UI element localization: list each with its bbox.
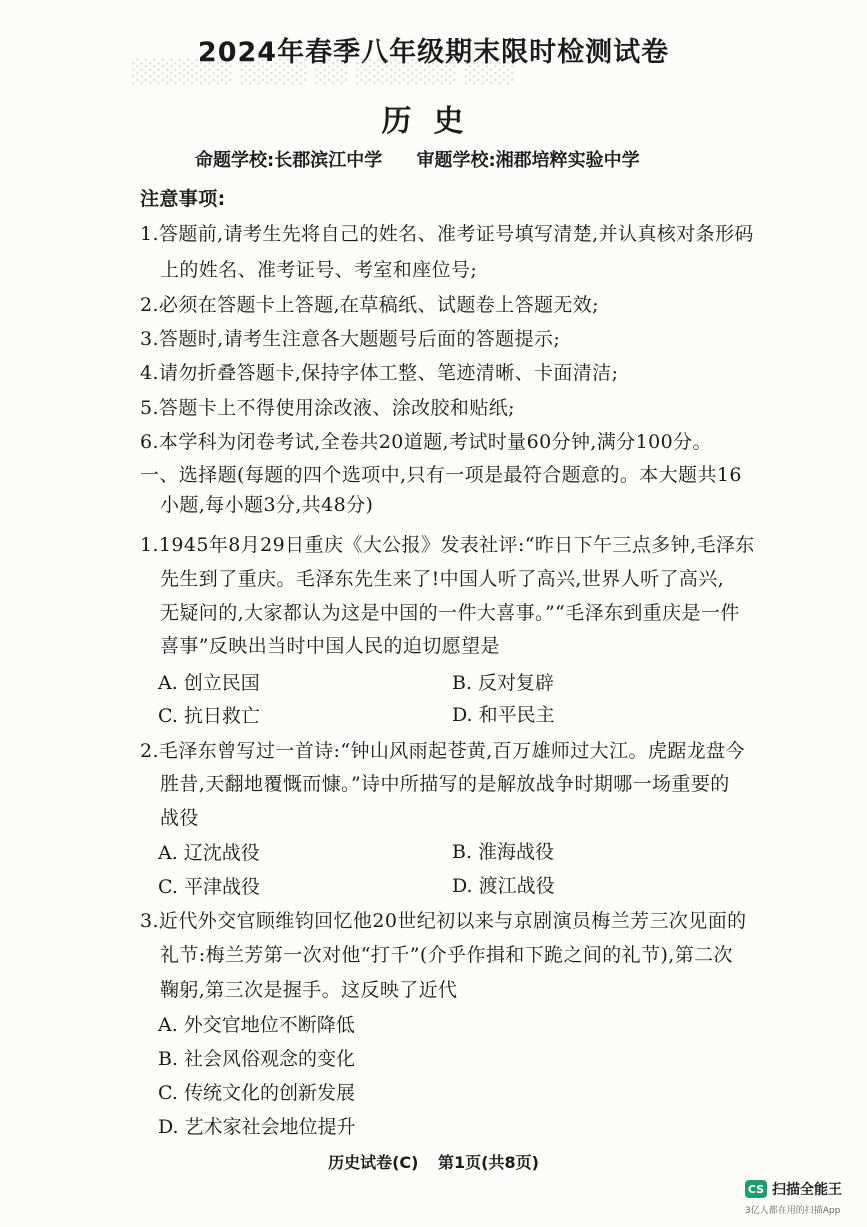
notice-item-4: 4.请勿折叠答题卡,保持字体工整、笔迹清晰、卡面清洁; — [140, 362, 619, 384]
exam-title: 2024年春季八年级期末限时检测试卷 — [197, 37, 670, 68]
question-2-stem: 2.毛泽东曾写过一首诗:“钟山风雨起苍黄,百万雄师过大江。虎踞龙盘今 — [140, 740, 745, 762]
question-3-stem: 3.近代外交官顾维钧回忆他20世纪初以来与京剧演员梅兰芳三次见面的 — [140, 910, 747, 932]
scanner-brand-name: 扫描全能王 — [772, 1182, 842, 1198]
question-3-option-d: D. 艺术家社会地位提升 — [158, 1116, 356, 1138]
notice-heading: 注意事项: — [140, 188, 226, 210]
notice-item-2: 2.必须在答题卡上答题,在草稿纸、试题卷上答题无效; — [140, 294, 599, 316]
question-1-option-c: C. 抗日救亡 — [158, 705, 260, 727]
page-footer — [0, 1150, 867, 1173]
setter-school: 命题学校:长郡滨江中学 — [195, 150, 383, 171]
question-3-option-a: A. 外交官地位不断降低 — [158, 1014, 355, 1036]
question-1-option-a: A. 创立民国 — [158, 672, 260, 694]
notice-item-1: 1.答题前,请考生先将自己的姓名、准考证号填写清楚,并认真核对条形码 — [140, 223, 754, 245]
question-1-stem-2: 先生到了重庆。毛泽东先生来了!中国人听了高兴,世界人听了高兴, — [160, 568, 725, 590]
scanner-tagline: 3亿人都在用的扫描App — [745, 1206, 841, 1216]
camscanner-logo-icon: CS — [745, 1180, 767, 1198]
question-2-option-b: B. 淮海战役 — [452, 841, 555, 863]
question-3-option-b: B. 社会风俗观念的变化 — [158, 1048, 356, 1070]
question-3-stem-3: 鞠躬,第三次是握手。这反映了近代 — [160, 979, 458, 1001]
question-1-option-b: B. 反对复辟 — [452, 672, 555, 694]
scanner-watermark — [745, 1178, 842, 1200]
subject-title: 历史 — [381, 104, 486, 139]
section-heading: 一、选择题(每题的四个选项中,只有一项是最符合题意的。本大题共16 — [140, 464, 742, 486]
notice-item-1-cont: 上的姓名、准考证号、考室和座位号; — [160, 259, 478, 281]
question-2-stem-2: 胜昔,天翻地覆慨而慷。”诗中所描写的是解放战争时期哪一场重要的 — [160, 773, 730, 795]
question-3-stem-2: 礼节:梅兰芳第一次对他“打千”(介乎作揖和下跪之间的礼节),第二次 — [160, 944, 733, 966]
footer-paper-label: 历史试卷(C) — [328, 1153, 419, 1172]
question-1-stem-4: 喜事”反映出当时中国人民的迫切愿望是 — [160, 635, 500, 657]
question-2-stem-3: 战役 — [160, 807, 199, 829]
section-heading-cont: 小题,每小题3分,共48分) — [160, 494, 374, 516]
question-2-option-a: A. 辽沈战役 — [158, 842, 260, 864]
question-2-option-c: C. 平津战役 — [158, 876, 260, 898]
question-1-stem: 1.1945年8月29日重庆《大公报》发表社评:“昨日下午三点多钟,毛泽东 — [140, 534, 755, 556]
question-1-stem-3: 无疑问的,大家都认为这是中国的一件大喜事。”“毛泽东到重庆是一件 — [160, 602, 740, 624]
question-2-option-d: D. 渡江战役 — [452, 875, 555, 897]
footer-page-number: 第1页(共8页) — [438, 1153, 539, 1172]
bleed-through: ░░░ ░░░░░░ ░░ ░░░░ ░░░░░░ — [130, 60, 514, 85]
reviewer-school: 审题学校:湘郡培粹实验中学 — [416, 150, 640, 171]
question-1-option-d: D. 和平民主 — [452, 704, 555, 726]
notice-item-6: 6.本学科为闭卷考试,全卷共20道题,考试时量60分钟,满分100分。 — [140, 431, 712, 453]
notice-item-3: 3.答题时,请考生注意各大题题号后面的答题提示; — [140, 328, 561, 350]
question-3-option-c: C. 传统文化的创新发展 — [158, 1082, 355, 1104]
notice-item-5: 5.答题卡上不得使用涂改液、涂改胶和贴纸; — [140, 397, 515, 419]
schools-line — [195, 146, 640, 172]
